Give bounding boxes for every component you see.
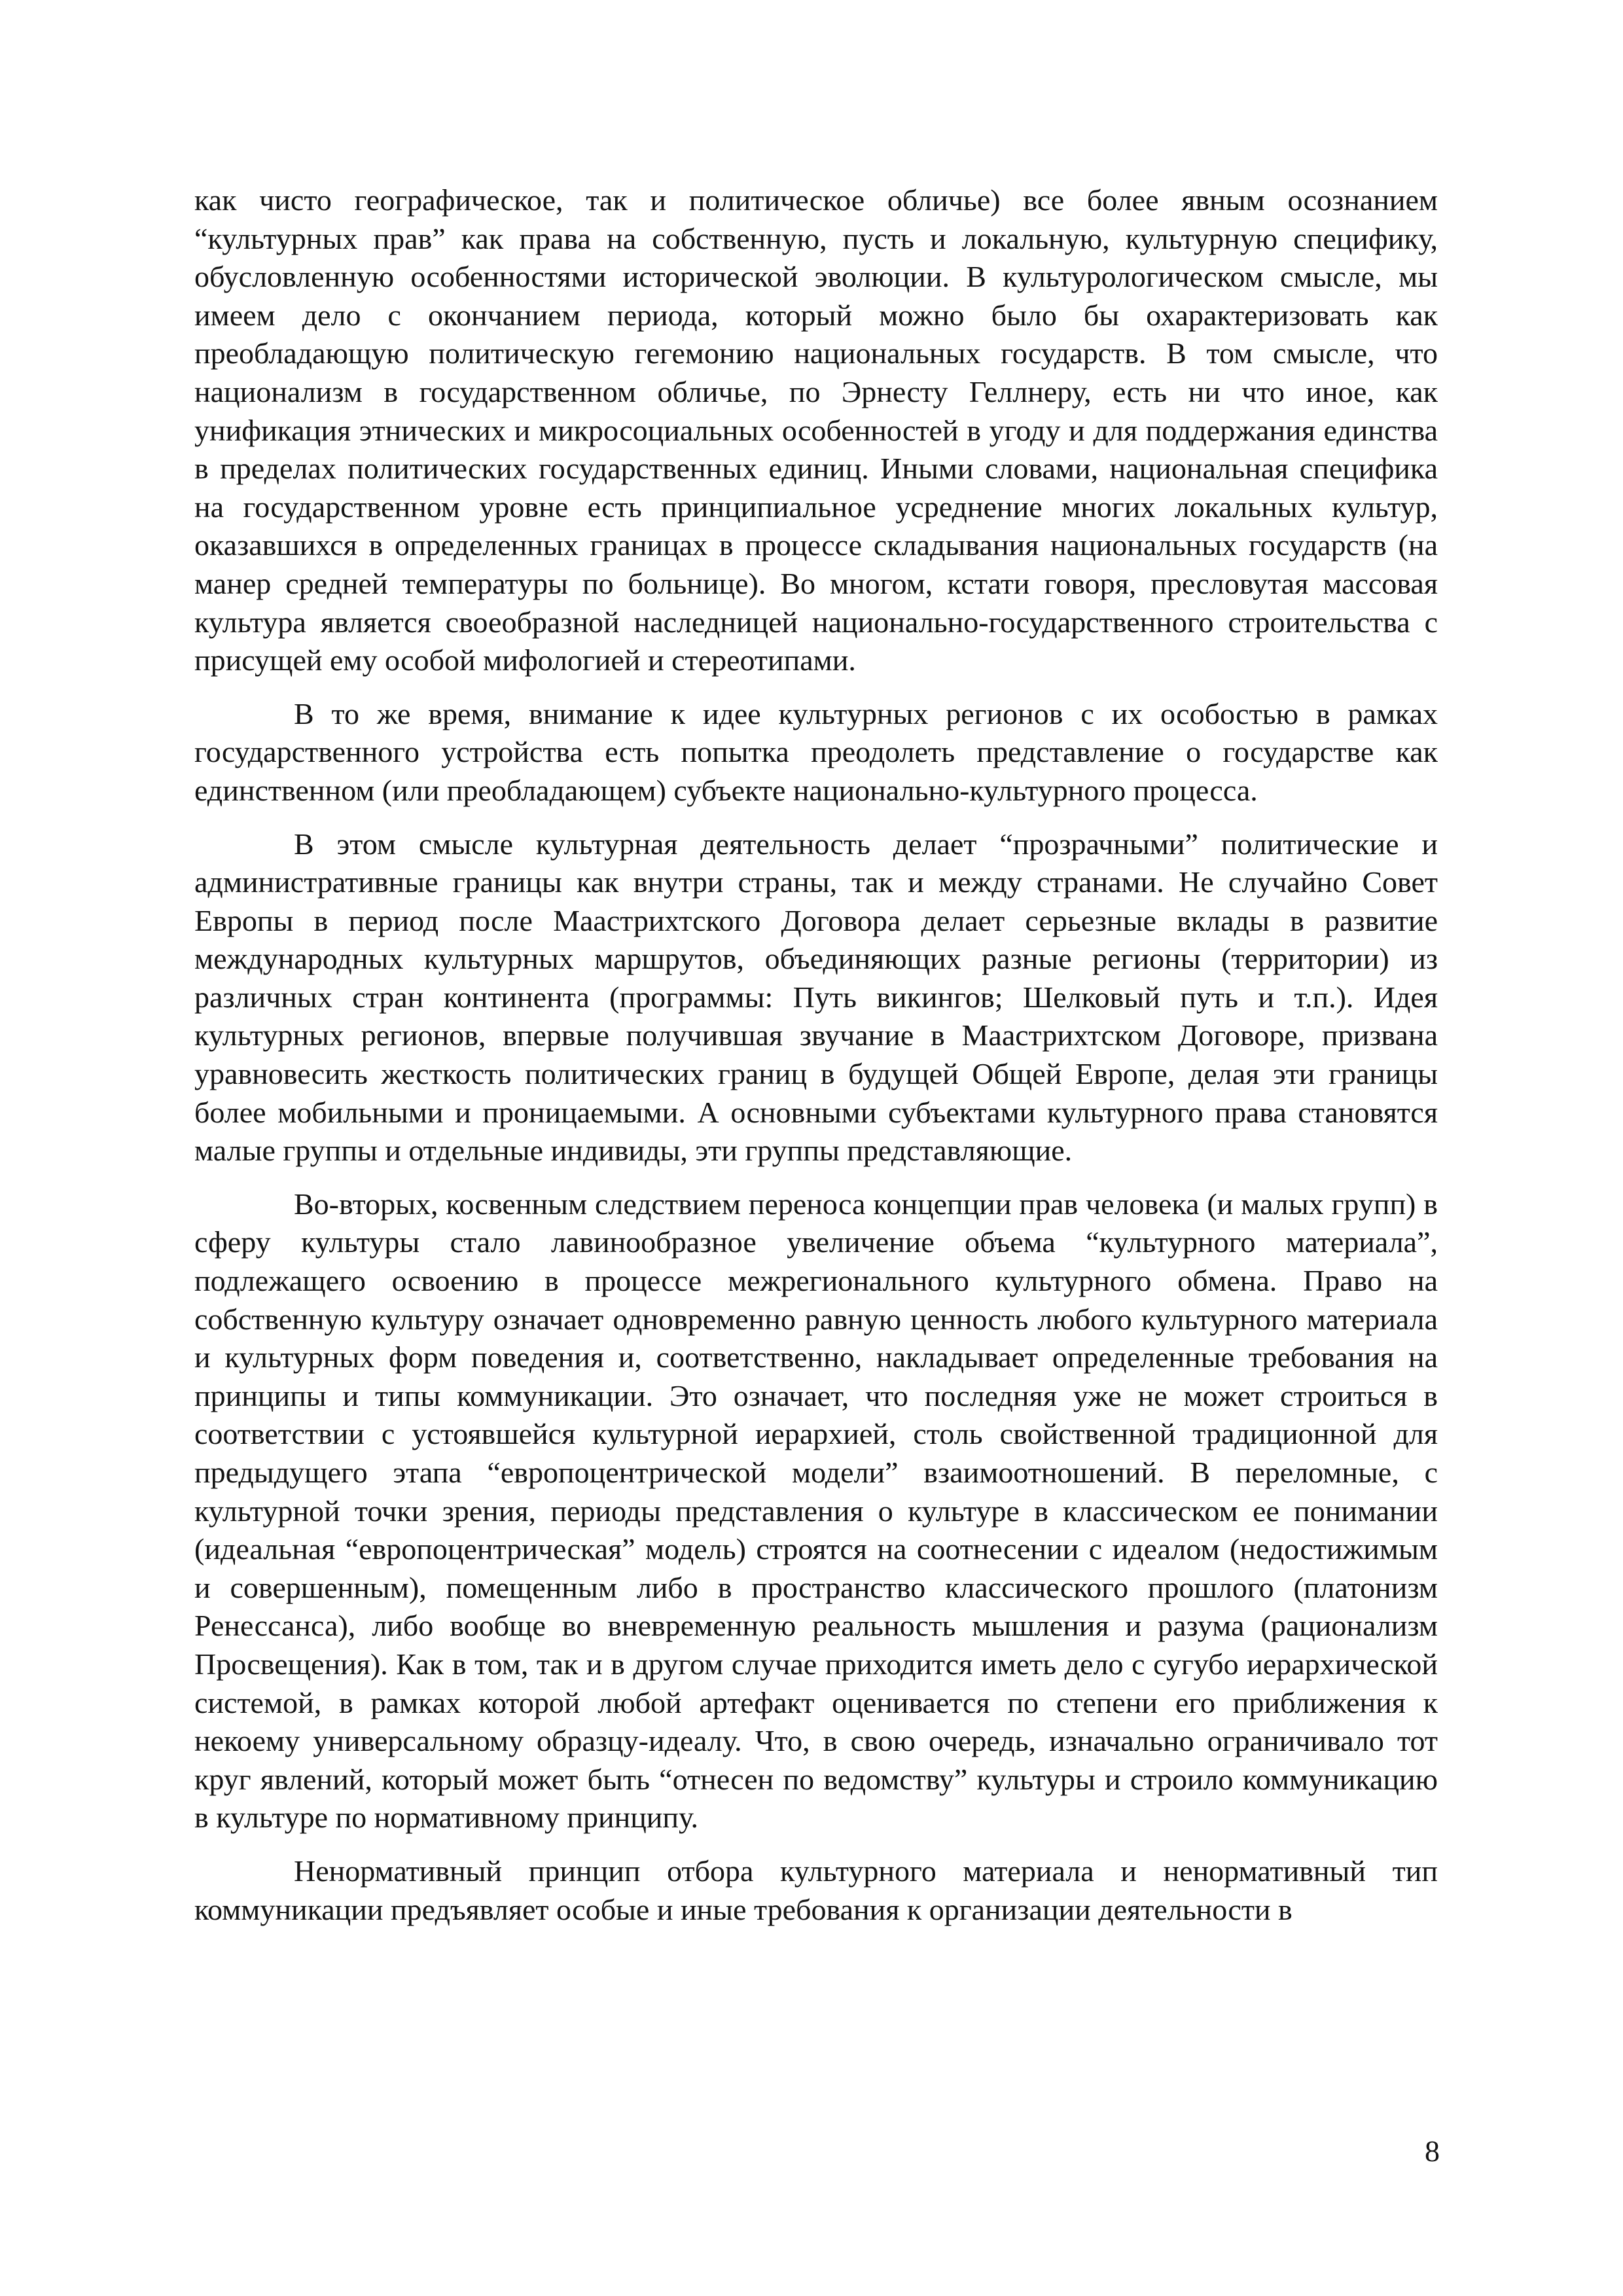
paragraph: Ненормативный принцип отбора культурного материала и ненормативный тип коммуникации предъявляет особые и иные требования к организации деятельности в bbox=[194, 1854, 1438, 1926]
paragraph-continuation: как чисто географическое, так и политическое обличье) все более явным осознанием “культурных прав” как права на собственную, пусть и локальную, культурную специфику, обусловленную особенностями исторической эволюции. В культурологическом смысле, мы имеем дело с окончанием периода, который можно было бы охарактеризовать как преобладающую политическую гегемонию национальных государств. В том смысле, что национализм в государственном обличье, по Эрнесту Геллнеру, есть ни что иное, как унификация этнических и микросоциальных особенностей в угоду и для поддержания единства в пределах политических государственных единиц. Иными словами, национальная специфика на государственном уровне есть принципиальное усреднение многих локальных культур, оказавшихся в определенных границах в процессе складывания национальных государств (на манер средней температуры по больнице). Во многом, кстати говоря, пресловутая массовая культура является своеобразной наследницей национально-государственного строительства с присущей ему особой мифологией и стереотипами. bbox=[194, 183, 1438, 677]
paragraph: Во-вторых, косвенным следствием переноса концепции прав человека (и малых групп) в сферу культуры стало лавинообразное увеличение объема “культурного материала”, подлежащего освоению в процессе межрегионального культурного обмена. Право на собственную культуру означает одновременно равную ценность любого культурного материала и культурных форм поведения и, соответственно, накладывает определенные требования на принципы и типы коммуникации. Это означает, что последняя уже не может строиться в соответствии с устоявшейся культурной иерархией, столь свойственной традиционной для предыдущего этапа “европоцентрической модели” взаимоотношений. В переломные, с культурной точки зрения, периоды представления о культуре в классическом ее понимании (идеальная “европоцентрическая” модель) строятся на соотнесении с идеалом (недостижимым и совершенным), помещенным либо в пространство классического прошлого (платонизм Ренессанса), либо вообще во вневременную реальность мышления и разума (рационализм Просвещения). Как в том, так и в другом случае приходится иметь дело с сугубо иерархической системой, в рамках которой любой артефакт оценивается по степени его приближения к некоему универсальному образцу-идеалу. Что, в свою очередь, изначально ограничивало тот круг явлений, который может быть “отнесен по ведомству” культуры и строило коммуникацию в культуре по нормативному принципу. bbox=[194, 1187, 1438, 1835]
paragraph: В этом смысле культурная деятельность делает “прозрачными” политические и административные границы как внутри страны, так и между странами. Не случайно Совет Европы в период после Маастрихтского Договора делает серьезные вклады в развитие международных культурных маршрутов, объединяющих разные регионы (территории) из различных стран континента (программы: Путь викингов; Шелковый путь и т.п.). Идея культурных регионов, впервые получившая звучание в Маастрихтском Договоре, призвана уравновесить жесткость политических границ в будущей Общей Европе, делая эти границы более мобильными и проницаемыми. А основными субъектами культурного права становятся малые группы и отдельные индивиды, эти группы представляющие. bbox=[194, 827, 1438, 1168]
body-text bbox=[194, 181, 1438, 1944]
page-number: 8 bbox=[1425, 2134, 1440, 2168]
paragraph: В то же время, внимание к идее культурных регионов с их особостью в рамках государственного устройства есть попытка преодолеть представление о государстве как единственном (или преобладающем) субъекте национально-культурного процесса. bbox=[194, 696, 1438, 807]
